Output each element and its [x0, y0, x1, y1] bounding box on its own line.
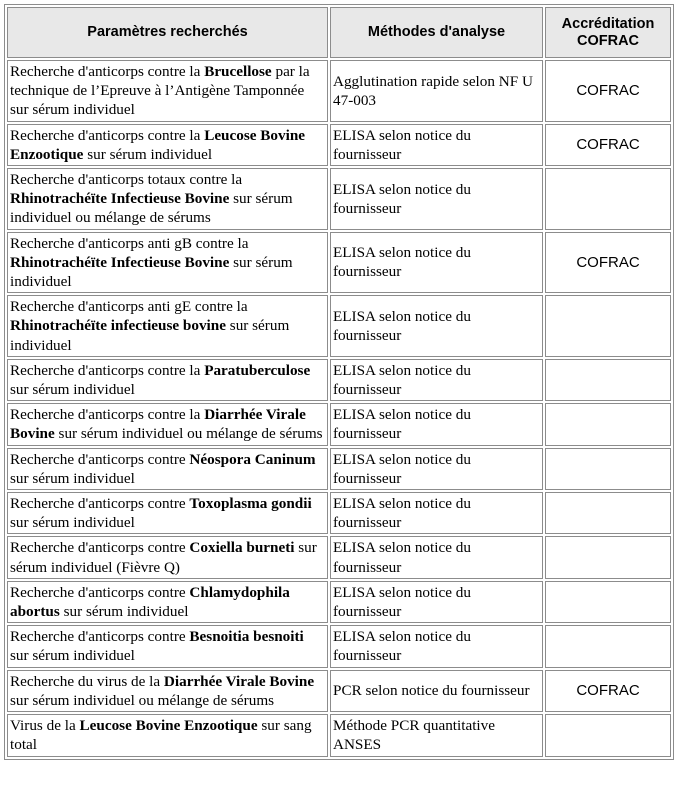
- table-row: [7, 536, 671, 578]
- table-row: [7, 124, 671, 166]
- method-cell: ELISA selon notice du fournisseur: [330, 359, 543, 401]
- parameter-cell: [7, 492, 328, 534]
- parameter-text: Recherche d'anticorps anti gE contre la: [10, 298, 248, 316]
- parameter-text: Recherche d'anticorps totaux contre la: [10, 171, 243, 189]
- parameter-cell: [7, 714, 328, 756]
- parameter-cell: [7, 670, 328, 712]
- table-row: [7, 295, 671, 357]
- parameter-text: Recherche d'anticorps contre: [10, 583, 190, 601]
- parameter-text: Recherche d'anticorps contre: [10, 539, 190, 557]
- parameter-text: Recherche d'anticorps contre la: [10, 63, 205, 80]
- parameter-text: par la technique de l’Epreuve à l’Antigène Tamponnée sur sérum individuel: [10, 63, 310, 119]
- parameter-cell: [7, 232, 328, 294]
- accreditation-cell: COFRAC: [545, 124, 671, 166]
- table-row: [7, 232, 671, 294]
- parameter-text: sur sérum individuel: [10, 647, 135, 665]
- parameter-keyword: Paratuberculose: [204, 361, 311, 379]
- method-cell: Agglutination rapide selon NF U 47-003: [330, 60, 543, 122]
- method-cell: ELISA selon notice du fournisseur: [330, 581, 543, 623]
- parameter-text: Recherche d'anticorps anti gB contre la: [10, 234, 249, 252]
- table-row: [7, 670, 671, 712]
- accreditation-cell: COFRAC: [545, 670, 671, 712]
- parameter-text: sur sérum individuel (Fièvre Q): [10, 539, 317, 576]
- table-row: [7, 581, 671, 623]
- parameter-cell: [7, 403, 328, 445]
- parameter-keyword: Rhinotrachéïte infectieuse bovine: [10, 317, 226, 335]
- accreditation-cell: [545, 359, 671, 401]
- accreditation-cell: [545, 448, 671, 490]
- table-row: [7, 403, 671, 445]
- parameter-text: sur sérum individuel ou mélange de sérums: [10, 190, 293, 227]
- parameter-keyword: Rhinotrachéïte Infectieuse Bovine: [10, 190, 230, 208]
- parameter-text: sur sérum individuel: [83, 145, 213, 163]
- method-cell: Méthode PCR quantitative ANSES: [330, 714, 543, 756]
- parameter-cell: [7, 536, 328, 578]
- parameter-keyword: Rhinotrachéïte Infectieuse Bovine: [10, 253, 230, 271]
- parameter-keyword: Diarrhée Virale Bovine: [163, 672, 315, 690]
- parameter-text: sur sérum individuel: [10, 469, 135, 487]
- parameter-text: Recherche du virus de la: [10, 672, 164, 690]
- parameter-cell: [7, 60, 328, 122]
- method-cell: ELISA selon notice du fournisseur: [330, 403, 543, 445]
- parameter-text: sur sérum individuel: [10, 381, 135, 399]
- accreditation-cell: COFRAC: [545, 232, 671, 294]
- parameter-text: sur sérum individuel: [10, 317, 290, 354]
- parameter-text: sur sérum individuel ou mélange de sérums: [10, 691, 275, 709]
- parameter-cell: [7, 581, 328, 623]
- table-row: [7, 714, 671, 756]
- analysis-table: [4, 4, 674, 760]
- accreditation-cell: COFRAC: [545, 60, 671, 122]
- parameter-cell: [7, 124, 328, 166]
- parameter-keyword: Brucellose: [204, 63, 272, 80]
- method-cell: ELISA selon notice du fournisseur: [330, 168, 543, 230]
- parameter-text: sur sang total: [10, 717, 312, 754]
- parameter-text: sur sérum individuel ou mélange de sérums: [54, 425, 323, 443]
- header-parameters: Paramètres recherchés: [7, 7, 328, 58]
- table-row: [7, 168, 671, 230]
- parameter-text: Recherche d'anticorps contre: [10, 495, 190, 513]
- parameter-text: sur sérum individuel: [10, 514, 135, 532]
- parameter-text: Recherche d'anticorps contre: [10, 628, 190, 646]
- parameter-keyword: Leucose Bovine Enzootique: [79, 717, 258, 735]
- method-cell: ELISA selon notice du fournisseur: [330, 625, 543, 667]
- parameter-cell: [7, 295, 328, 357]
- accreditation-cell: [545, 714, 671, 756]
- parameter-cell: [7, 359, 328, 401]
- method-cell: ELISA selon notice du fournisseur: [330, 295, 543, 357]
- accreditation-cell: [545, 625, 671, 667]
- parameter-text: sur sérum individuel: [59, 603, 189, 621]
- parameter-text: sur sérum individuel: [10, 253, 293, 291]
- parameter-keyword: Diarrhée Virale Bovine: [10, 406, 306, 443]
- header-accreditation: [545, 7, 671, 58]
- parameter-cell: [7, 625, 328, 667]
- table-row: [7, 359, 671, 401]
- accreditation-cell: [545, 581, 671, 623]
- header-accreditation-line1: Accréditation: [561, 15, 655, 32]
- accreditation-cell: [545, 168, 671, 230]
- parameter-text: Recherche d'anticorps contre: [10, 450, 190, 468]
- parameter-keyword: Toxoplasma gondii: [189, 495, 312, 513]
- parameter-keyword: Leucose Bovine Enzootique: [10, 126, 306, 163]
- parameter-keyword: Chlamydophila abortus: [10, 583, 290, 621]
- accreditation-cell: [545, 403, 671, 445]
- method-cell: ELISA selon notice du fournisseur: [330, 448, 543, 490]
- parameter-keyword: Néospora Caninum: [189, 450, 316, 468]
- method-cell: ELISA selon notice du fournisseur: [330, 232, 543, 294]
- table-row: [7, 60, 671, 122]
- table-row: [7, 625, 671, 667]
- table-body: [7, 60, 671, 757]
- parameter-keyword: Coxiella burneti: [189, 539, 295, 557]
- parameter-cell: [7, 448, 328, 490]
- parameter-cell: [7, 168, 328, 230]
- method-cell: ELISA selon notice du fournisseur: [330, 492, 543, 534]
- parameter-text: Virus de la: [10, 717, 80, 735]
- parameter-text: Recherche d'anticorps contre la: [10, 406, 205, 424]
- method-cell: PCR selon notice du fournisseur: [330, 670, 543, 712]
- parameter-text: Recherche d'anticorps contre la: [10, 126, 205, 144]
- method-cell: ELISA selon notice du fournisseur: [330, 536, 543, 578]
- parameter-text: Recherche d'anticorps contre la: [10, 361, 205, 379]
- accreditation-cell: [545, 295, 671, 357]
- parameter-keyword: Besnoitia besnoiti: [189, 628, 304, 646]
- method-cell: ELISA selon notice du fournisseur: [330, 124, 543, 166]
- table-row: [7, 492, 671, 534]
- header-methods: Méthodes d'analyse: [330, 7, 543, 58]
- accreditation-cell: [545, 492, 671, 534]
- table-header-row: [7, 7, 671, 58]
- table-row: [7, 448, 671, 490]
- header-accreditation-line2: COFRAC: [576, 32, 640, 49]
- accreditation-cell: [545, 536, 671, 578]
